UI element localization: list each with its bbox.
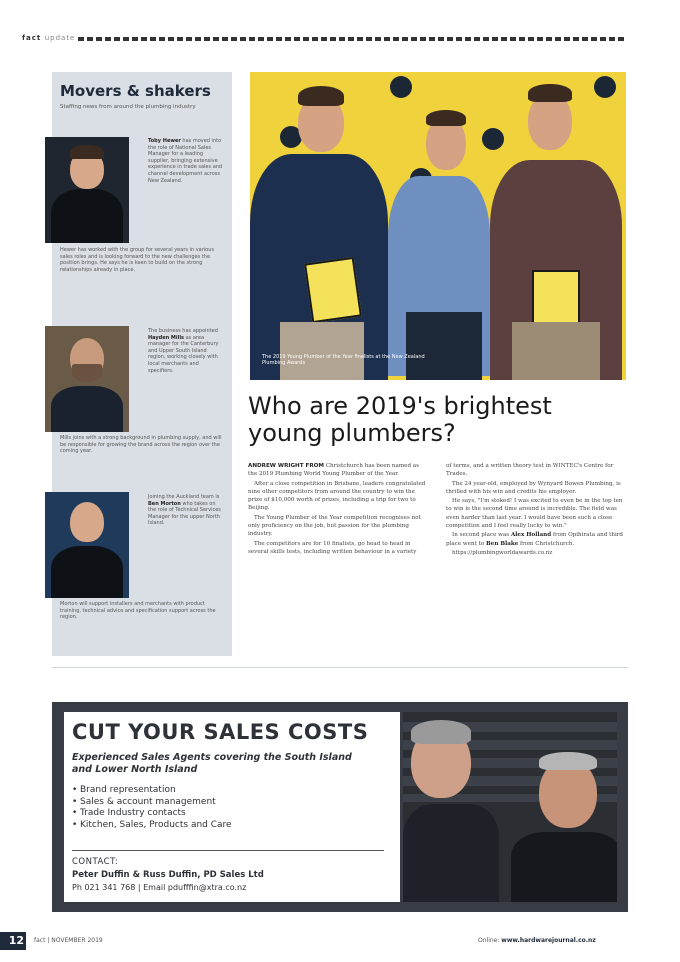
- ad-service-item: • Brand representation: [72, 785, 176, 795]
- person-2-name: Hayden Mills: [148, 334, 185, 341]
- bullet-icon: •: [72, 785, 78, 795]
- ad-contact-info: Ph 021 341 768 | Email pdufffin@xtra.co.nz: [72, 883, 247, 892]
- ad-service-item: • Kitchen, Sales, Products and Care: [72, 819, 232, 830]
- bullet-icon: •: [72, 808, 78, 818]
- bullet-icon: •: [72, 796, 78, 807]
- article-paragraph: After a close competition in Brisbane, leaders congratulated nine other competitors from around the country to win the prize of $10,000 worth of prizes, including a trip for two to Beijing.: [248, 480, 426, 512]
- ad-subtitle: Experienced Sales Agents covering the South Island and Lower North Island: [72, 752, 352, 775]
- person-1-text: Toby Hewer has moved into the role of National Sales Manager for a leading supplier, bringing extensive experience in trade sales and channel development across New Zealand.: [148, 138, 223, 184]
- award-winners-photo: [250, 72, 626, 380]
- article-paragraph: of terms, and a written theory test in WINTEC's Centre for Trades.: [446, 463, 614, 478]
- section-label: fact update: [22, 34, 76, 42]
- header-rule: [78, 37, 626, 41]
- footer-site: Online: www.hardwarejournal.co.nz: [478, 937, 596, 944]
- article-paragraph: He says, "I'm stoked! I was excited to even be in the top ten to win is the second time around is incredible. The field was even harder than last year. I would have been such a close competition and I feel really lucky to win.": [446, 498, 623, 530]
- second-place-name: Alex Holland: [510, 532, 552, 539]
- footer-url[interactable]: www.hardwarejournal.co.nz: [501, 937, 596, 944]
- person-3-name: Ben Morton: [148, 500, 181, 507]
- sidebar-intro: Staffing news from around the plumbing industry: [60, 104, 196, 110]
- ad-email[interactable]: Email pdufffin@xtra.co.nz: [143, 883, 247, 892]
- article-headline: Who are 2019's brightest young plumbers?: [248, 392, 552, 447]
- sidebar-title: Movers & shakers: [60, 82, 211, 100]
- portrait-toby-hewer: [45, 137, 129, 243]
- article-byline: ANDREW WRIGHT FROM: [248, 463, 324, 469]
- ad-contact-names: Peter Duffin & Russ Duffin, PD Sales Ltd: [72, 870, 264, 880]
- person-2-continued: Mills joins with a strong background in plumbing supply, and will be responsible for growing the brand across the region over the coming year.: [60, 435, 222, 455]
- article-link[interactable]: https://plumbingworldawards.co.nz: [452, 549, 553, 556]
- ad-contact-label: CONTACT:: [72, 857, 119, 867]
- ad-service-item: • Sales & account management: [72, 796, 216, 807]
- person-3-continued: Morton will support installers and merchants with product training, technical advice and specification support across the region.: [60, 601, 216, 621]
- ad-phone: Ph 021 341 768: [72, 883, 136, 892]
- ad-service-item: • Trade Industry contacts: [72, 808, 186, 818]
- article-placings-paragraph: In second place was Alex Holland from Opihirata and third place went to Ben Blake from Christchurch.: [446, 532, 624, 547]
- portrait-hayden-mills: [45, 326, 129, 432]
- ad-agents-photo: [403, 712, 617, 902]
- person-1-name: Toby Hewer: [148, 138, 181, 144]
- person-2-text: The business has appointed Hayden Mills as area manager for the Canterbury and Upper South Island region, working closely with local merchants and specifiers.: [148, 328, 219, 374]
- section-divider: [52, 667, 628, 668]
- article-paragraph: The 24 year-old, employed by Wynyard Bowen Plumbing, is thrilled with his win and credits his employer.: [446, 480, 621, 495]
- third-place-name: Ben Blake: [486, 540, 519, 547]
- ad-title: CUT YOUR SALES COSTS: [72, 720, 369, 744]
- photo-caption: The 2019 Young Plumber of the Year finalists at the New Zealand Plumbing Awards: [262, 354, 425, 366]
- article-paragraph: The Young Plumber of the Year competition recognises not only proficiency on the job, but passion for the plumbing industry.: [248, 514, 421, 538]
- ad-services-list: [72, 785, 392, 831]
- article-column-1: [248, 462, 428, 557]
- person-3-text: Joining the Auckland team is Ben Morton who takes on the role of Technical Services Manager for the upper North Island.: [148, 494, 221, 527]
- issue-label: fact | NOVEMBER 2019: [34, 937, 103, 944]
- ad-rule: [72, 850, 384, 851]
- article-paragraph: The competitors are for 10 finalists, go head to head in several skills tests, including written behaviour in a variety: [248, 540, 417, 555]
- person-1-continued: Hewer has worked with the group for several years in various sales roles and is looking forward to the new challenges the position brings. He says he is keen to build on the strong relationships already in place.: [60, 247, 215, 273]
- page-number: 12: [0, 932, 26, 950]
- article-lead-paragraph: ANDREW WRIGHT FROM Christchurch has been named as the 2019 Plumbing World Young Plumber of the Year.: [248, 463, 420, 478]
- article-column-2: [446, 462, 626, 558]
- portrait-ben-morton: [45, 492, 129, 598]
- bullet-icon: •: [72, 819, 78, 830]
